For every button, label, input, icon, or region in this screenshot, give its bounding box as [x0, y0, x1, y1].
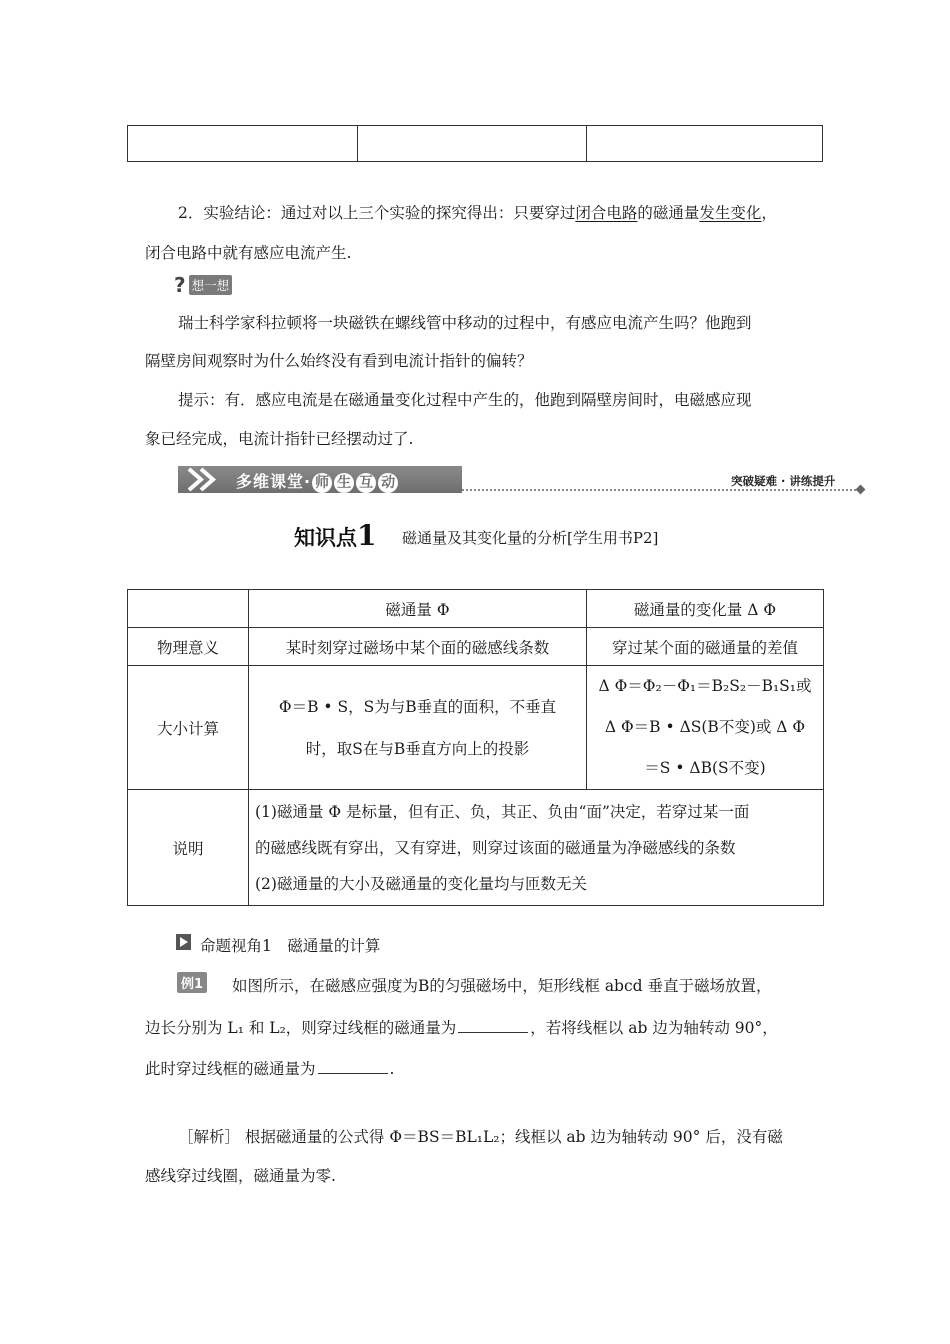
think-badge: 想一想 — [189, 275, 233, 295]
example-line-3: 此时穿过线框的磁通量为 . — [145, 1060, 395, 1078]
table-row — [128, 666, 824, 790]
table-row — [128, 628, 824, 666]
note-line-3: (2)磁通量的大小及磁通量的变化量均与匝数无关 — [255, 874, 587, 893]
calc-flux-line-2: 时，取S在与B垂直方向上的投影 — [305, 739, 530, 758]
think-label — [174, 275, 232, 295]
knowledge-point-subtitle: 磁通量及其变化量的分析[学生用书P2] — [402, 529, 659, 547]
table-divider — [357, 126, 358, 161]
think-answer-1: 提示：有．感应电流是在磁通量变化过程中产生的，他跑到隔壁房间时，电磁感应现 — [178, 391, 752, 409]
banner-title: 多维课堂· 师 生 互 动 — [236, 469, 399, 493]
double-chevron-icon — [185, 466, 225, 493]
top-empty-table — [127, 125, 823, 162]
think-question-2: 隔壁房间观察时为什么始终没有看到电流计指针的偏转？ — [145, 352, 533, 370]
calc-change-line-2: Δ Φ＝B • ΔS(B不变)或 Δ Φ — [604, 718, 806, 736]
question-icon: ? — [174, 273, 186, 297]
knowledge-point-title: 知识点1 — [294, 519, 377, 552]
header-flux: 磁通量 Φ — [249, 590, 587, 628]
example-badge: 例1 — [177, 972, 207, 993]
answer-blank-1[interactable] — [458, 1031, 528, 1033]
calc-change-line-3: ＝S • ΔB(S不变) — [644, 759, 766, 777]
cell-calc-change — [587, 666, 824, 790]
row-label-meaning: 物理意义 — [128, 628, 249, 666]
header-flux-change: 磁通量的变化量 Δ Φ — [587, 590, 824, 628]
note-line-1: (1)磁通量 Φ 是标量，但有正、负，其正、负由“面”决定，若穿过某一面 — [255, 802, 750, 821]
think-answer-2: 象已经完成，电流计指针已经摆动过了. — [145, 430, 414, 448]
table-corner-cell — [128, 590, 249, 628]
calc-flux-line-1: Φ＝B • S，S为与B垂直的面积，不垂直 — [278, 697, 557, 716]
cell-meaning-change: 穿过某个面的磁通量的差值 — [587, 628, 824, 666]
table-divider — [586, 126, 587, 161]
calc-change-line-1: Δ Φ＝Φ₂－Φ₁＝B₂S₂－B₁S₁或 — [598, 677, 812, 695]
example-line-1: 如图所示，在磁感应强度为B的匀强磁场中，矩形线框 abcd 垂直于磁场放置， — [232, 977, 772, 995]
row-label-calc: 大小计算 — [128, 666, 249, 790]
conclusion-line-1: 2．实验结论：通过对以上三个实验的探究得出：只要穿过闭合电路的磁通量发生变化， — [178, 204, 777, 222]
think-question-1: 瑞士科学家科拉顿将一块磁铁在螺线管中移动的过程中，有感应电流产生吗？他跑到 — [178, 314, 752, 332]
conclusion-line-2: 闭合电路中就有感应电流产生. — [145, 244, 352, 262]
table-row — [128, 590, 824, 628]
cell-meaning-flux: 某时刻穿过磁场中某个面的磁感线条数 — [249, 628, 587, 666]
solution-line-1: ［解析］ 根据磁通量的公式得 Φ＝BS＝BL₁L₂；线框以 ab 边为轴转动 90° 后，没有磁 — [178, 1128, 783, 1146]
row-label-note: 说明 — [128, 790, 249, 906]
example-line-2: 边长分别为 L₁ 和 L₂，则穿过线框的磁通量为 ，若将线框以 ab 边为轴转动 90°， — [145, 1019, 778, 1037]
play-triangle — [180, 937, 188, 947]
banner-right-text: 突破疑难 · 讲练提升 — [731, 474, 836, 488]
solution-line-2: 感线穿过线圈，磁通量为零. — [145, 1167, 336, 1185]
banner-dotted-line — [462, 489, 860, 491]
table-row — [128, 790, 824, 906]
flux-table — [127, 589, 824, 906]
cell-calc-flux — [249, 666, 587, 790]
answer-blank-2[interactable] — [318, 1072, 388, 1074]
diamond-icon — [856, 485, 866, 495]
note-line-2: 的磁感线既有穿出，又有穿进，则穿过该面的磁通量为净磁感线的条数 — [255, 838, 736, 857]
cell-note — [249, 790, 824, 906]
example-view-title: 命题视角1 磁通量的计算 — [200, 937, 381, 955]
